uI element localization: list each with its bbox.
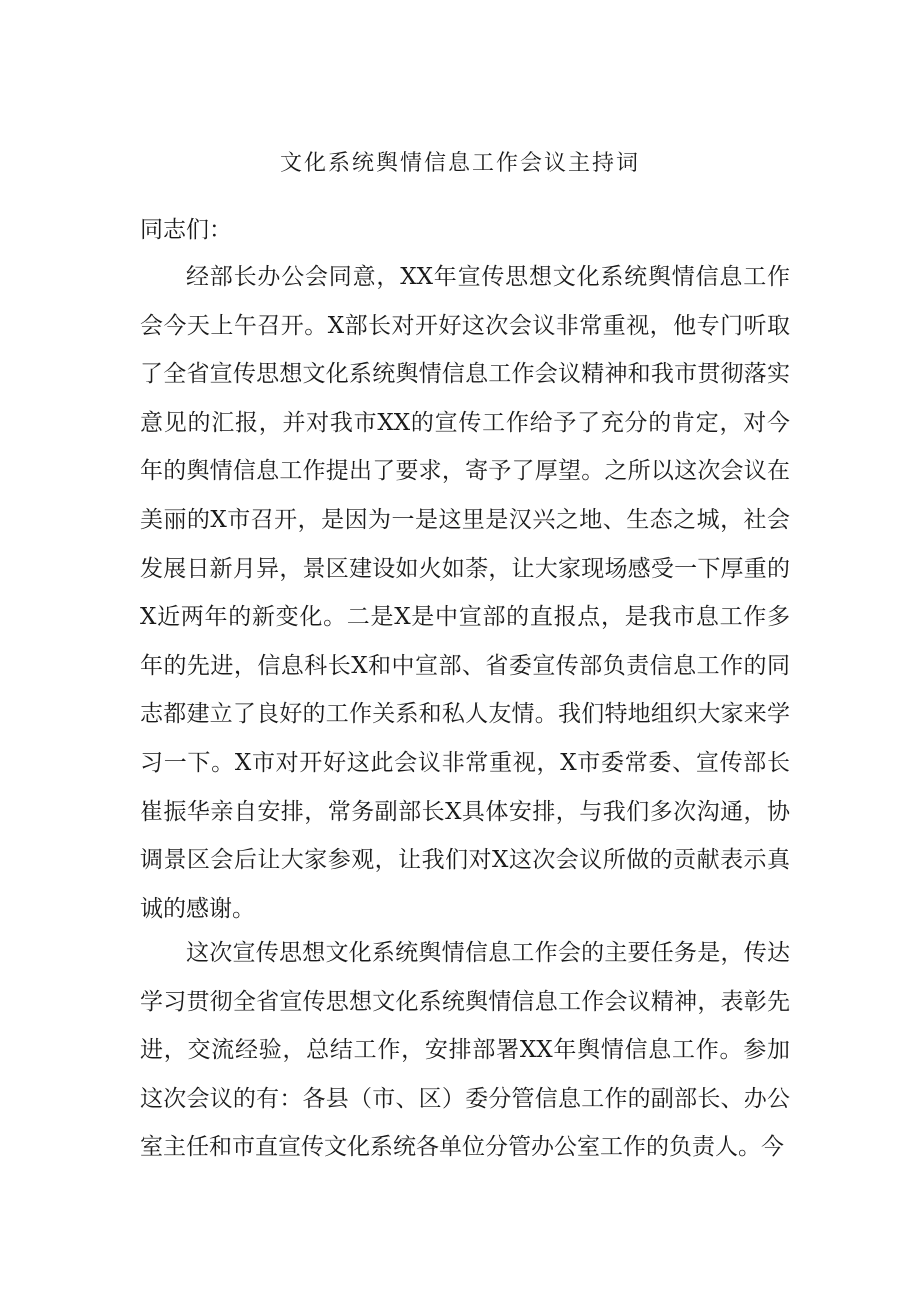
body-paragraph-2: 这次宣传思想文化系统舆情信息工作会的主要任务是，传达学习贯彻全省宣传思想文化系统舆情信息工作会议精神，表彰先进，交流经验，总结工作，安排部署XX年舆情信息工作。参加这次会议的有：各县（市、区）委分管信息工作的副部长、办公室主任和市直宣传文化系统各单位分管办公室工作的负责人。今 <box>140 940 790 1161</box>
salutation: 同志们： <box>140 217 232 243</box>
document-title: 文化系统舆情信息工作会议主持词 <box>279 151 640 176</box>
body-paragraph-1: 经部长办公会同意，XX年宣传思想文化系统舆情信息工作会今天上午召开。X部长对开好这次会议非常重视，他专门听取了全省宣传思想文化系统舆情信息工作会议精神和我市贯彻落实意见的汇报，并对我市XX的宣传工作给予了充分的肯定，对今年的舆情信息工作提出了要求，寄予了厚望。之所以这次会议在美丽的X市召开，是因为一是这里是汉兴之地、生态之城，社会发展日新月异，景区建设如火如荼，让大家现场感受一下厚重的X近两年的新变化。二是X是中宣部的直报点，是我市息工作多年的先进，信息科长X和中宣部、省委宣传部负责信息工作的同志都建立了良好的工作关系和私人友情。我们特地组织大家来学习一下。X市对开好这此会议非常重视，X市委常委、宣传部长崔振华亲自安排，常务副部长X具体安排，与我们多次沟通，协调景区会后让大家参观，让我们对X这次会议所做的贡献表示真诚的感谢。 <box>140 264 790 922</box>
